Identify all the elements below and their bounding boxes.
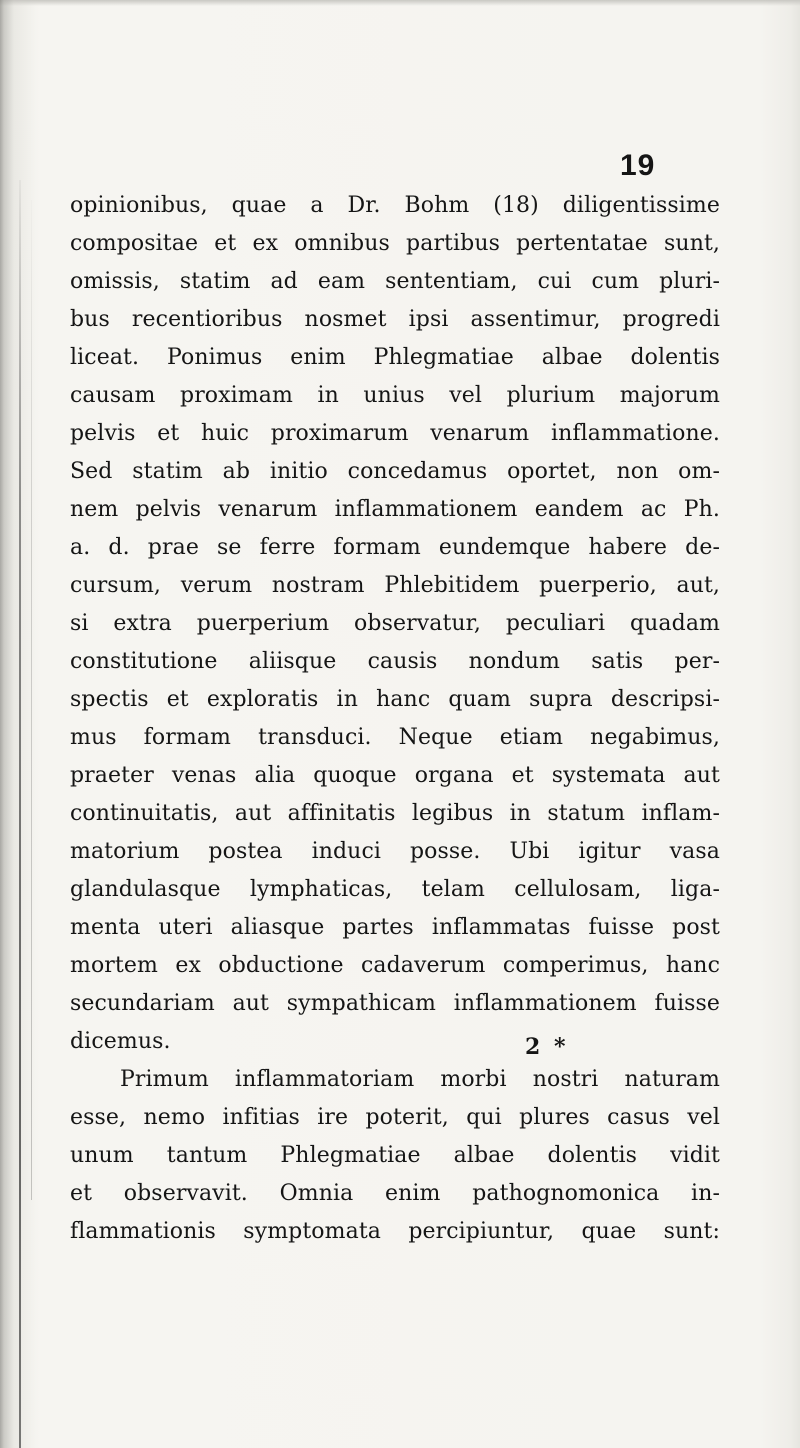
- text-line: nem pelvis venarum inflammationem eandem ac Ph.: [70, 497, 720, 522]
- text-line: cursum, verum nostram Phlebitidem puerperio, aut,: [70, 573, 720, 598]
- text-line: glandulasque lymphaticas, telam cellulosam, liga-: [70, 877, 720, 902]
- text-line: si extra puerperium observatur, peculiari quadam: [70, 611, 720, 636]
- text-line: continuitatis, aut affinitatis legibus in statum inflam-: [70, 801, 720, 826]
- text-line: secundariam aut sympathicam inflammationem fuisse: [70, 991, 720, 1016]
- binding-edge-line: [19, 180, 21, 1448]
- text-line: praeter venas alia quoque organa et systemata aut: [70, 763, 720, 788]
- text-line: bus recentioribus nosmet ipsi assentimur, progredi: [70, 307, 720, 332]
- text-line: esse, nemo infitias ire poterit, qui plures casus vel: [70, 1105, 720, 1130]
- text-line: pelvis et huic proximarum venarum inflammatione.: [70, 421, 720, 446]
- text-line: unum tantum Phlegmatiae albae dolentis vidit: [70, 1143, 720, 1168]
- signature-mark: 2 *: [525, 1034, 569, 1060]
- text-line: opinionibus, quae a Dr. Bohm (18) diligentissime: [70, 193, 720, 218]
- text-line: constitutione aliisque causis nondum satis per-: [70, 649, 720, 674]
- text-line: flammationis symptomata percipiuntur, quae sunt:: [70, 1219, 720, 1244]
- text-line: Primum inflammatoriam morbi nostri naturam: [120, 1067, 720, 1092]
- text-line: causam proximam in unius vel plurium majorum: [70, 383, 720, 408]
- page-number: 19: [620, 149, 656, 182]
- text-line: menta uteri aliasque partes inflammatas fuisse post: [70, 915, 720, 940]
- text-line: a. d. prae se ferre formam eundemque habere de-: [70, 535, 720, 560]
- binding-edge-line-secondary: [31, 200, 32, 1200]
- text-line: mortem ex obductione cadaverum comperimus, hanc: [70, 953, 720, 978]
- text-line: compositae et ex omnibus partibus pertentatae sunt,: [70, 231, 720, 256]
- text-line: dicemus.: [70, 1029, 171, 1054]
- text-line: matorium postea induci posse. Ubi igitur vasa: [70, 839, 720, 864]
- text-line: liceat. Ponimus enim Phlegmatiae albae dolentis: [70, 345, 720, 370]
- text-line: spectis et exploratis in hanc quam supra descripsi-: [70, 687, 720, 712]
- text-line: Sed statim ab initio concedamus oportet, non om-: [70, 459, 720, 484]
- page-top-edge: [0, 0, 800, 6]
- body-text: [70, 187, 720, 1251]
- text-line: et observavit. Omnia enim pathognomonica in-: [70, 1181, 720, 1206]
- text-line: omissis, statim ad eam sententiam, cui cum pluri-: [70, 269, 720, 294]
- text-line: mus formam transduci. Neque etiam negabimus,: [70, 725, 720, 750]
